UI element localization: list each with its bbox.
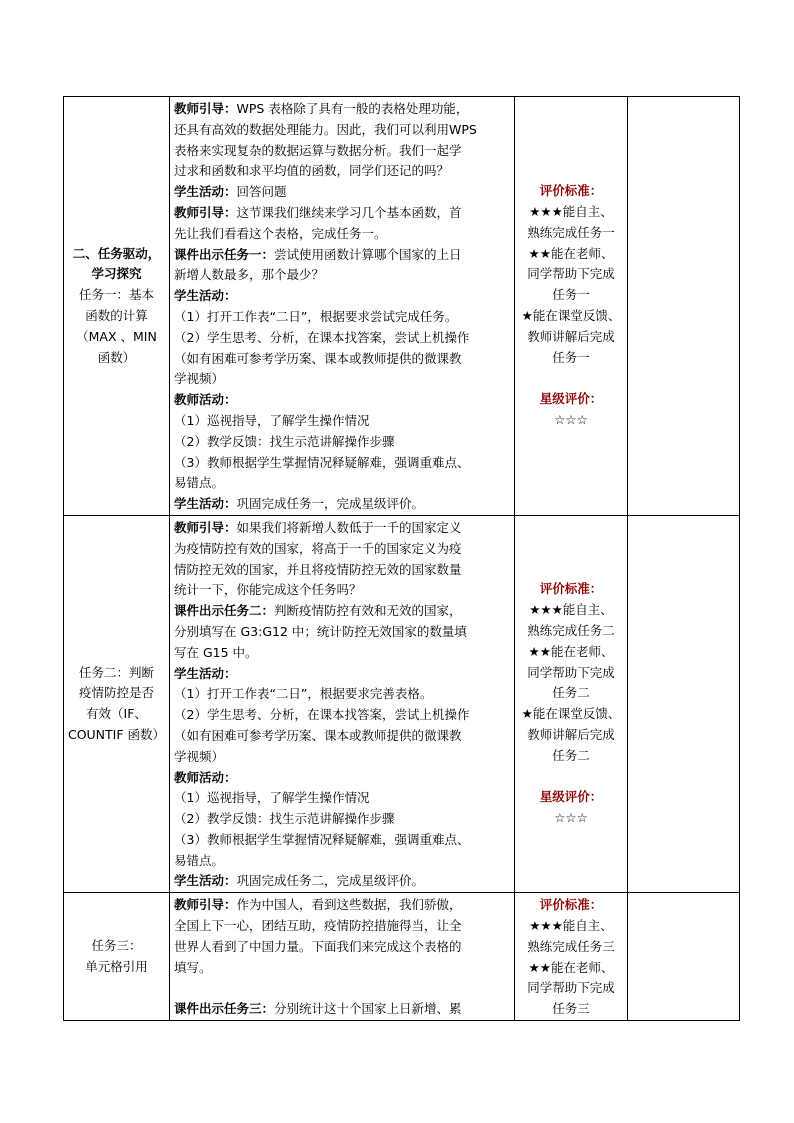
content-line: 情防控无效的国家，并且将疫情防控无效的国家数量 [174, 561, 462, 577]
content-line: （1）巡视指导，了解学生操作情况 [174, 790, 370, 806]
task-title-line: （MAX 、MIN [76, 328, 157, 344]
evaluation-cell [515, 893, 628, 1021]
lesson-plan-table [63, 96, 740, 1021]
content-line: 为疫情防控有效的国家，将高于一千的国家定义为疫 [174, 540, 462, 556]
table-row-task-3 [64, 893, 740, 1021]
content-line: （1）巡视指导，了解学生操作情况 [174, 412, 370, 428]
content-line: 易错点。 [174, 475, 225, 491]
star-rating-title: 星级评价： [539, 789, 603, 805]
criteria-line: ★★★能自主、 [529, 918, 613, 934]
criteria-line: ★能在课堂反馈、 [521, 706, 621, 722]
content-line: （2）学生思考、分析，在课本找答案，尝试上机操作 [174, 707, 470, 723]
content-line: 还具有高效的数据处理能力。因此，我们可以利用WPS [174, 121, 477, 137]
criteria-line: 熟练完成任务二 [527, 622, 615, 638]
criteria-line: ★能在课堂反馈、 [521, 307, 621, 323]
criteria-line: ★★能在老师、 [528, 245, 614, 261]
content-line: （3）教师根据学生掌握情况释疑解难，强调重难点、 [174, 831, 470, 847]
content-line: 课件出示任务一：尝试使用函数计算哪个国家的上日 [174, 246, 462, 262]
content-line: 易错点。 [174, 852, 225, 868]
content-line: 世界人看到了中国力量。下面我们来完成这个表格的 [174, 938, 462, 954]
criteria-line: 同学帮助下完成 [527, 664, 615, 680]
content-line: 教师引导：这节课我们继续来学习几个基本函数，首 [174, 204, 462, 220]
content-line: 课件出示任务三：分别统计这十个国家上日新增、累 [174, 1001, 462, 1017]
star-rating-title: 星级评价： [539, 391, 603, 407]
content-line: 填写。 [174, 959, 212, 975]
content-line: 学生活动：巩固完成任务一，完成星级评价。 [174, 496, 425, 512]
evaluation-cell [515, 515, 628, 892]
content-line: 课件出示任务二：判断疫情防控有效和无效的国家， [174, 603, 462, 619]
content-line: 新增人数最多，那个最少？ [174, 267, 325, 283]
criteria-line: ★★能在老师、 [528, 643, 614, 659]
content-line: 过求和函数和求平均值的函数，同学们还记的吗？ [174, 163, 450, 179]
content-line: （如有困难可参考学历案、课本或教师提供的微课教 [174, 350, 462, 366]
content-line: 先让我们看看这个表格，完成任务一。 [174, 225, 387, 241]
blank-cell [628, 893, 740, 1021]
criteria-line: 任务一 [552, 287, 590, 303]
task-title-line: 疫情防控是否 [78, 685, 154, 701]
content-line: 学生活动：回答问题 [174, 184, 287, 200]
task-title-line: 单元格引用 [85, 958, 148, 974]
star-rating-icons: ☆☆☆ [554, 411, 588, 427]
content-line: 统计一下，你能完成这个任务吗？ [174, 582, 362, 598]
table-row-task-2 [64, 515, 740, 892]
blank-cell [628, 97, 740, 516]
criteria-line: 教师讲解后完成 [527, 726, 615, 742]
content-line: 教师活动： [174, 769, 237, 785]
content-line: 写在 G15 中。 [174, 644, 258, 660]
stage-title-line: 学习探究 [91, 266, 142, 282]
activity-content-cell [170, 893, 515, 1021]
criteria-line: 任务三 [552, 1001, 590, 1017]
criteria-line: 教师讲解后完成 [527, 328, 615, 344]
activity-content-cell [170, 97, 515, 516]
criteria-line: 任务二 [552, 747, 590, 763]
task-title-line: 任务三： [91, 937, 142, 953]
content-line: 学视频） [174, 748, 225, 764]
task-title-line: 任务二：判断 [78, 664, 154, 680]
criteria-line: 同学帮助下完成 [527, 266, 615, 282]
content-line: 教师引导：如果我们将新增人数低于一千的国家定义 [174, 519, 462, 535]
criteria-line: ★★★能自主、 [529, 203, 613, 219]
evaluation-cell [515, 97, 628, 516]
content-line: 教师活动： [174, 392, 237, 408]
task-title-line: COUNTIF 函数） [67, 726, 166, 742]
task-title-line: 函数） [97, 349, 136, 365]
criteria-title: 评价标准： [539, 183, 603, 199]
stage-cell [64, 97, 170, 516]
content-line: 学生活动： [174, 665, 237, 681]
content-line: 分别填写在 G3:G12 中；统计防控无效国家的数量填 [174, 623, 467, 639]
content-line: 学生活动： [174, 288, 237, 304]
criteria-line: ★★★能自主、 [529, 602, 613, 618]
task-title-line: 任务一：基本 [78, 287, 154, 303]
content-line: （2）学生思考、分析，在课本找答案，尝试上机操作 [174, 329, 470, 345]
star-rating-icons: ☆☆☆ [554, 810, 588, 826]
criteria-line: 熟练完成任务三 [527, 938, 615, 954]
content-line: （3）教师根据学生掌握情况释疑解难，强调重难点、 [174, 454, 470, 470]
criteria-line: ★★能在老师、 [528, 959, 614, 975]
blank-cell [628, 515, 740, 892]
table-row-task-1 [64, 97, 740, 516]
activity-content-cell [170, 515, 515, 892]
content-line: （2）教学反馈：找生示范讲解操作步骤 [174, 811, 395, 827]
stage-cell [64, 893, 170, 1021]
content-line: （1）打开工作表“二日”，根据要求完善表格。 [174, 686, 433, 702]
criteria-line: 熟练完成任务一 [527, 224, 615, 240]
criteria-title: 评价标准： [539, 581, 603, 597]
criteria-line: 任务二 [552, 685, 590, 701]
content-line: （1）打开工作表“二日”，根据要求尝试完成任务。 [174, 308, 458, 324]
criteria-line: 同学帮助下完成 [527, 980, 615, 996]
stage-cell [64, 515, 170, 892]
content-line: 教师引导：作为中国人，看到这些数据，我们骄傲， [174, 897, 462, 913]
content-line: （2）教学反馈：找生示范讲解操作步骤 [174, 433, 395, 449]
task-title-line: 有效（IF、 [86, 706, 147, 722]
content-line: 教师引导：WPS 表格除了具有一般的表格处理功能， [174, 101, 469, 116]
content-line: 表格来实现复杂的数据运算与数据分析。我们一起学 [174, 142, 462, 158]
content-line: （如有困难可参考学历案、课本或教师提供的微课教 [174, 727, 462, 743]
criteria-line: 任务一 [552, 349, 590, 365]
content-line: 学视频） [174, 371, 225, 387]
criteria-title: 评价标准： [539, 897, 603, 913]
task-title-line: 函数的计算 [85, 307, 148, 323]
stage-title-line: 二、任务驱动， [72, 245, 161, 261]
content-line: 全国上下一心，团结互助，疫情防控措施得当，让全 [174, 918, 462, 934]
content-line: 学生活动：巩固完成任务二，完成星级评价。 [174, 873, 425, 889]
